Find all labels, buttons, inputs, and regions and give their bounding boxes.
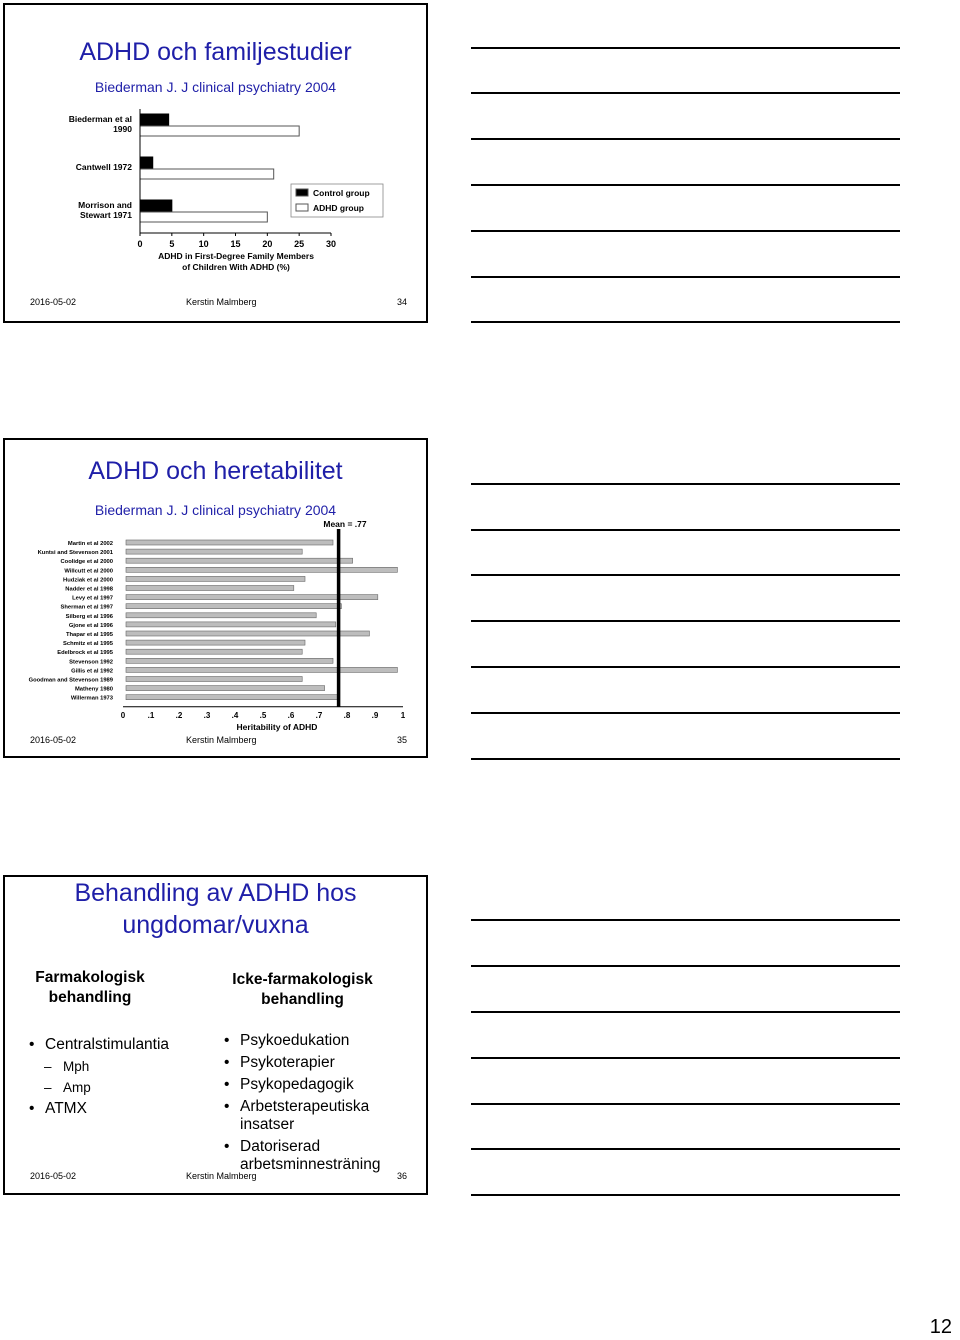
footer-slide-number: 34 [397, 297, 408, 307]
x-tick-label: 1 [400, 710, 406, 720]
notes-line [471, 1194, 900, 1196]
x-axis-label: of Children With ADHD (%) [182, 262, 290, 272]
list-subitem [27, 1056, 207, 1077]
notes-line [471, 92, 900, 94]
dash-icon: – [44, 1080, 52, 1095]
list-item [222, 1030, 422, 1052]
notes-line [471, 483, 900, 485]
category-label: 1990 [113, 124, 132, 134]
left-column-heading [20, 968, 160, 1008]
notes-line [471, 1148, 900, 1150]
notes-line [471, 138, 900, 140]
category-label: Levy et al 1997 [72, 595, 113, 602]
bullet-icon: • [29, 1100, 35, 1117]
heritability-bar [126, 604, 341, 609]
bullet-icon: • [224, 1032, 230, 1049]
heritability-bar [126, 640, 305, 645]
x-tick-label: .6 [287, 710, 295, 720]
x-tick-label: 20 [262, 239, 273, 249]
notes-line [471, 712, 900, 714]
heritability-bar [126, 695, 339, 700]
family-study-chart [40, 105, 440, 285]
list-item-text: Psykoedukation [240, 1032, 350, 1049]
list-item-text: Psykoterapier [240, 1054, 335, 1071]
notes-line [471, 321, 900, 323]
heritability-bar [126, 586, 294, 591]
category-label: Kuntsi and Stevenson 2001 [37, 550, 113, 557]
x-tick-label: 15 [230, 239, 241, 249]
heritability-bar [126, 631, 369, 636]
category-label: Stewart 1971 [80, 210, 132, 220]
heritability-bar [126, 613, 316, 618]
heritability-bar [126, 540, 333, 545]
x-tick-label: 0 [137, 239, 143, 249]
mean-label: Mean = .77 [323, 519, 367, 529]
notes-line [471, 276, 900, 278]
category-label: Hudziak et al 2000 [63, 577, 113, 584]
heritability-bar [126, 686, 325, 691]
slide-title-line1: Behandling av ADHD hos [74, 879, 357, 907]
category-label: Sherman et al 1997 [60, 604, 113, 611]
bullet-icon: • [224, 1054, 230, 1071]
right-column-heading [220, 970, 385, 1010]
slide-subtitle: Biederman J. J clinical psychiatry 2004 [94, 502, 337, 518]
footer-slide-number: 36 [397, 1171, 408, 1181]
x-tick-label: .8 [343, 710, 351, 720]
heritability-bar [126, 558, 353, 563]
list-item [222, 1138, 422, 1174]
adhd-bar [140, 169, 274, 179]
list-subitem [27, 1077, 207, 1098]
slide-familjestudier [3, 3, 428, 323]
notes-line [471, 965, 900, 967]
category-label: Silberg et al 1996 [65, 613, 113, 620]
notes-line [471, 230, 900, 232]
notes-line [471, 1057, 900, 1059]
left-heading-line1: Farmakologisk [35, 969, 145, 986]
footer-author: Kerstin Malmberg [186, 1171, 257, 1181]
adhd-bar [140, 212, 267, 222]
list-item-text: Centralstimulantia [45, 1036, 170, 1053]
list-item-text: Amp [63, 1080, 91, 1095]
category-label: Matheny 1980 [74, 686, 113, 693]
legend-label: Control group [313, 188, 370, 198]
category-label: Gillis et al 1992 [71, 668, 113, 675]
category-label: Martin et al 2002 [67, 541, 113, 547]
x-tick-label: .9 [371, 710, 379, 720]
notes-line [471, 919, 900, 921]
list-item [222, 1074, 422, 1096]
slide-title-line2: ungdomar/vuxna [122, 911, 309, 939]
notes-line [471, 1011, 900, 1013]
slide-title: ADHD och familjestudier [79, 38, 352, 66]
notes-line [471, 1103, 900, 1105]
category-label: Stevenson 1992 [69, 659, 113, 666]
list-item-text: ATMX [45, 1100, 87, 1117]
heritability-chart [5, 515, 426, 737]
legend-swatch [296, 189, 308, 196]
bullet-icon: • [224, 1138, 230, 1155]
legend-swatch [296, 204, 308, 211]
x-tick-label: 0 [120, 710, 126, 720]
x-tick-label: 5 [169, 239, 175, 249]
footer-date: 2016-05-02 [30, 297, 77, 307]
heritability-bar [126, 677, 302, 682]
slide-subtitle: Biederman J. J clinical psychiatry 2004 [94, 79, 337, 95]
footer-slide-number: 35 [397, 735, 408, 745]
x-tick-label: 25 [294, 239, 305, 249]
category-label: Cantwell 1972 [75, 162, 132, 172]
notes-line [471, 758, 900, 760]
category-label: Biederman et al [68, 114, 132, 124]
x-tick-label: .7 [315, 710, 323, 720]
heritability-bar [126, 658, 333, 663]
list-item [222, 1052, 422, 1074]
control-bar [140, 114, 169, 125]
x-tick-label: 30 [325, 239, 337, 249]
x-axis-label: Heritability of ADHD [236, 721, 318, 732]
bullet-icon: • [224, 1076, 230, 1093]
control-bar [140, 157, 153, 168]
heritability-bar [126, 649, 302, 654]
heritability-bar [126, 622, 336, 627]
notes-line [471, 666, 900, 668]
footer-author: Kerstin Malmberg [186, 297, 257, 307]
list-item [27, 1034, 207, 1056]
category-label: Coolidge et al 2000 [60, 559, 113, 566]
category-label: Schmitz et al 1995 [63, 641, 113, 648]
list-item-text: Mph [63, 1059, 90, 1074]
x-tick-label: .1 [147, 710, 155, 720]
x-tick-label: .2 [175, 710, 183, 720]
notes-line [471, 184, 900, 186]
category-label: Morrison and [78, 200, 132, 210]
footer-date: 2016-05-02 [30, 735, 77, 745]
list-item-text: Datoriserad arbetsminnesträning [240, 1138, 381, 1173]
bullet-icon: • [224, 1098, 230, 1115]
adhd-bar [140, 126, 299, 136]
control-bar [140, 200, 172, 211]
bullet-icon: • [29, 1036, 35, 1053]
category-label: Thapar et al 1995 [65, 632, 113, 638]
legend-label: ADHD group [313, 203, 364, 213]
notes-line [471, 529, 900, 531]
heritability-bar [126, 576, 305, 581]
heritability-bar [126, 667, 397, 672]
notes-line [471, 574, 900, 576]
footer-author: Kerstin Malmberg [186, 735, 257, 745]
heritability-bar [126, 567, 397, 572]
category-label: Willcutt et al 2000 [64, 568, 113, 575]
left-heading-line2: behandling [48, 989, 132, 1006]
heritability-bar [126, 549, 302, 554]
list-item [222, 1098, 422, 1134]
category-label: Edelbrock et al 1995 [57, 650, 113, 657]
notes-line [471, 620, 900, 622]
x-tick-label: 10 [198, 239, 209, 249]
category-label: Goodman and Stevenson 1989 [28, 677, 113, 684]
right-heading-line1: Icke-farmakologisk [232, 971, 373, 988]
slide-behandling [3, 875, 428, 1195]
slide-heretabilitet [3, 438, 428, 758]
x-tick-label: .3 [203, 710, 211, 720]
footer-date: 2016-05-02 [30, 1171, 77, 1181]
notes-line [471, 47, 900, 49]
category-label: Nadder et al 1998 [65, 586, 113, 593]
list-item-text: Psykopedagogik [240, 1076, 354, 1093]
x-tick-label: .5 [259, 710, 267, 720]
list-item [27, 1098, 207, 1120]
slide-title: ADHD och heretabilitet [88, 457, 343, 485]
category-label: Willerman 1973 [70, 695, 113, 702]
pharmacological-list [27, 1034, 207, 1120]
list-item-text: Arbetsterapeutiska insatser [240, 1098, 370, 1133]
right-heading-line2: behandling [261, 991, 344, 1008]
dash-icon: – [44, 1059, 52, 1074]
x-tick-label: .4 [231, 710, 239, 720]
non-pharmacological-list [222, 1030, 422, 1174]
category-label: Gjone et al 1996 [68, 622, 113, 629]
page-number: 12 [929, 1316, 952, 1338]
x-axis-label: ADHD in First-Degree Family Members [158, 251, 314, 261]
